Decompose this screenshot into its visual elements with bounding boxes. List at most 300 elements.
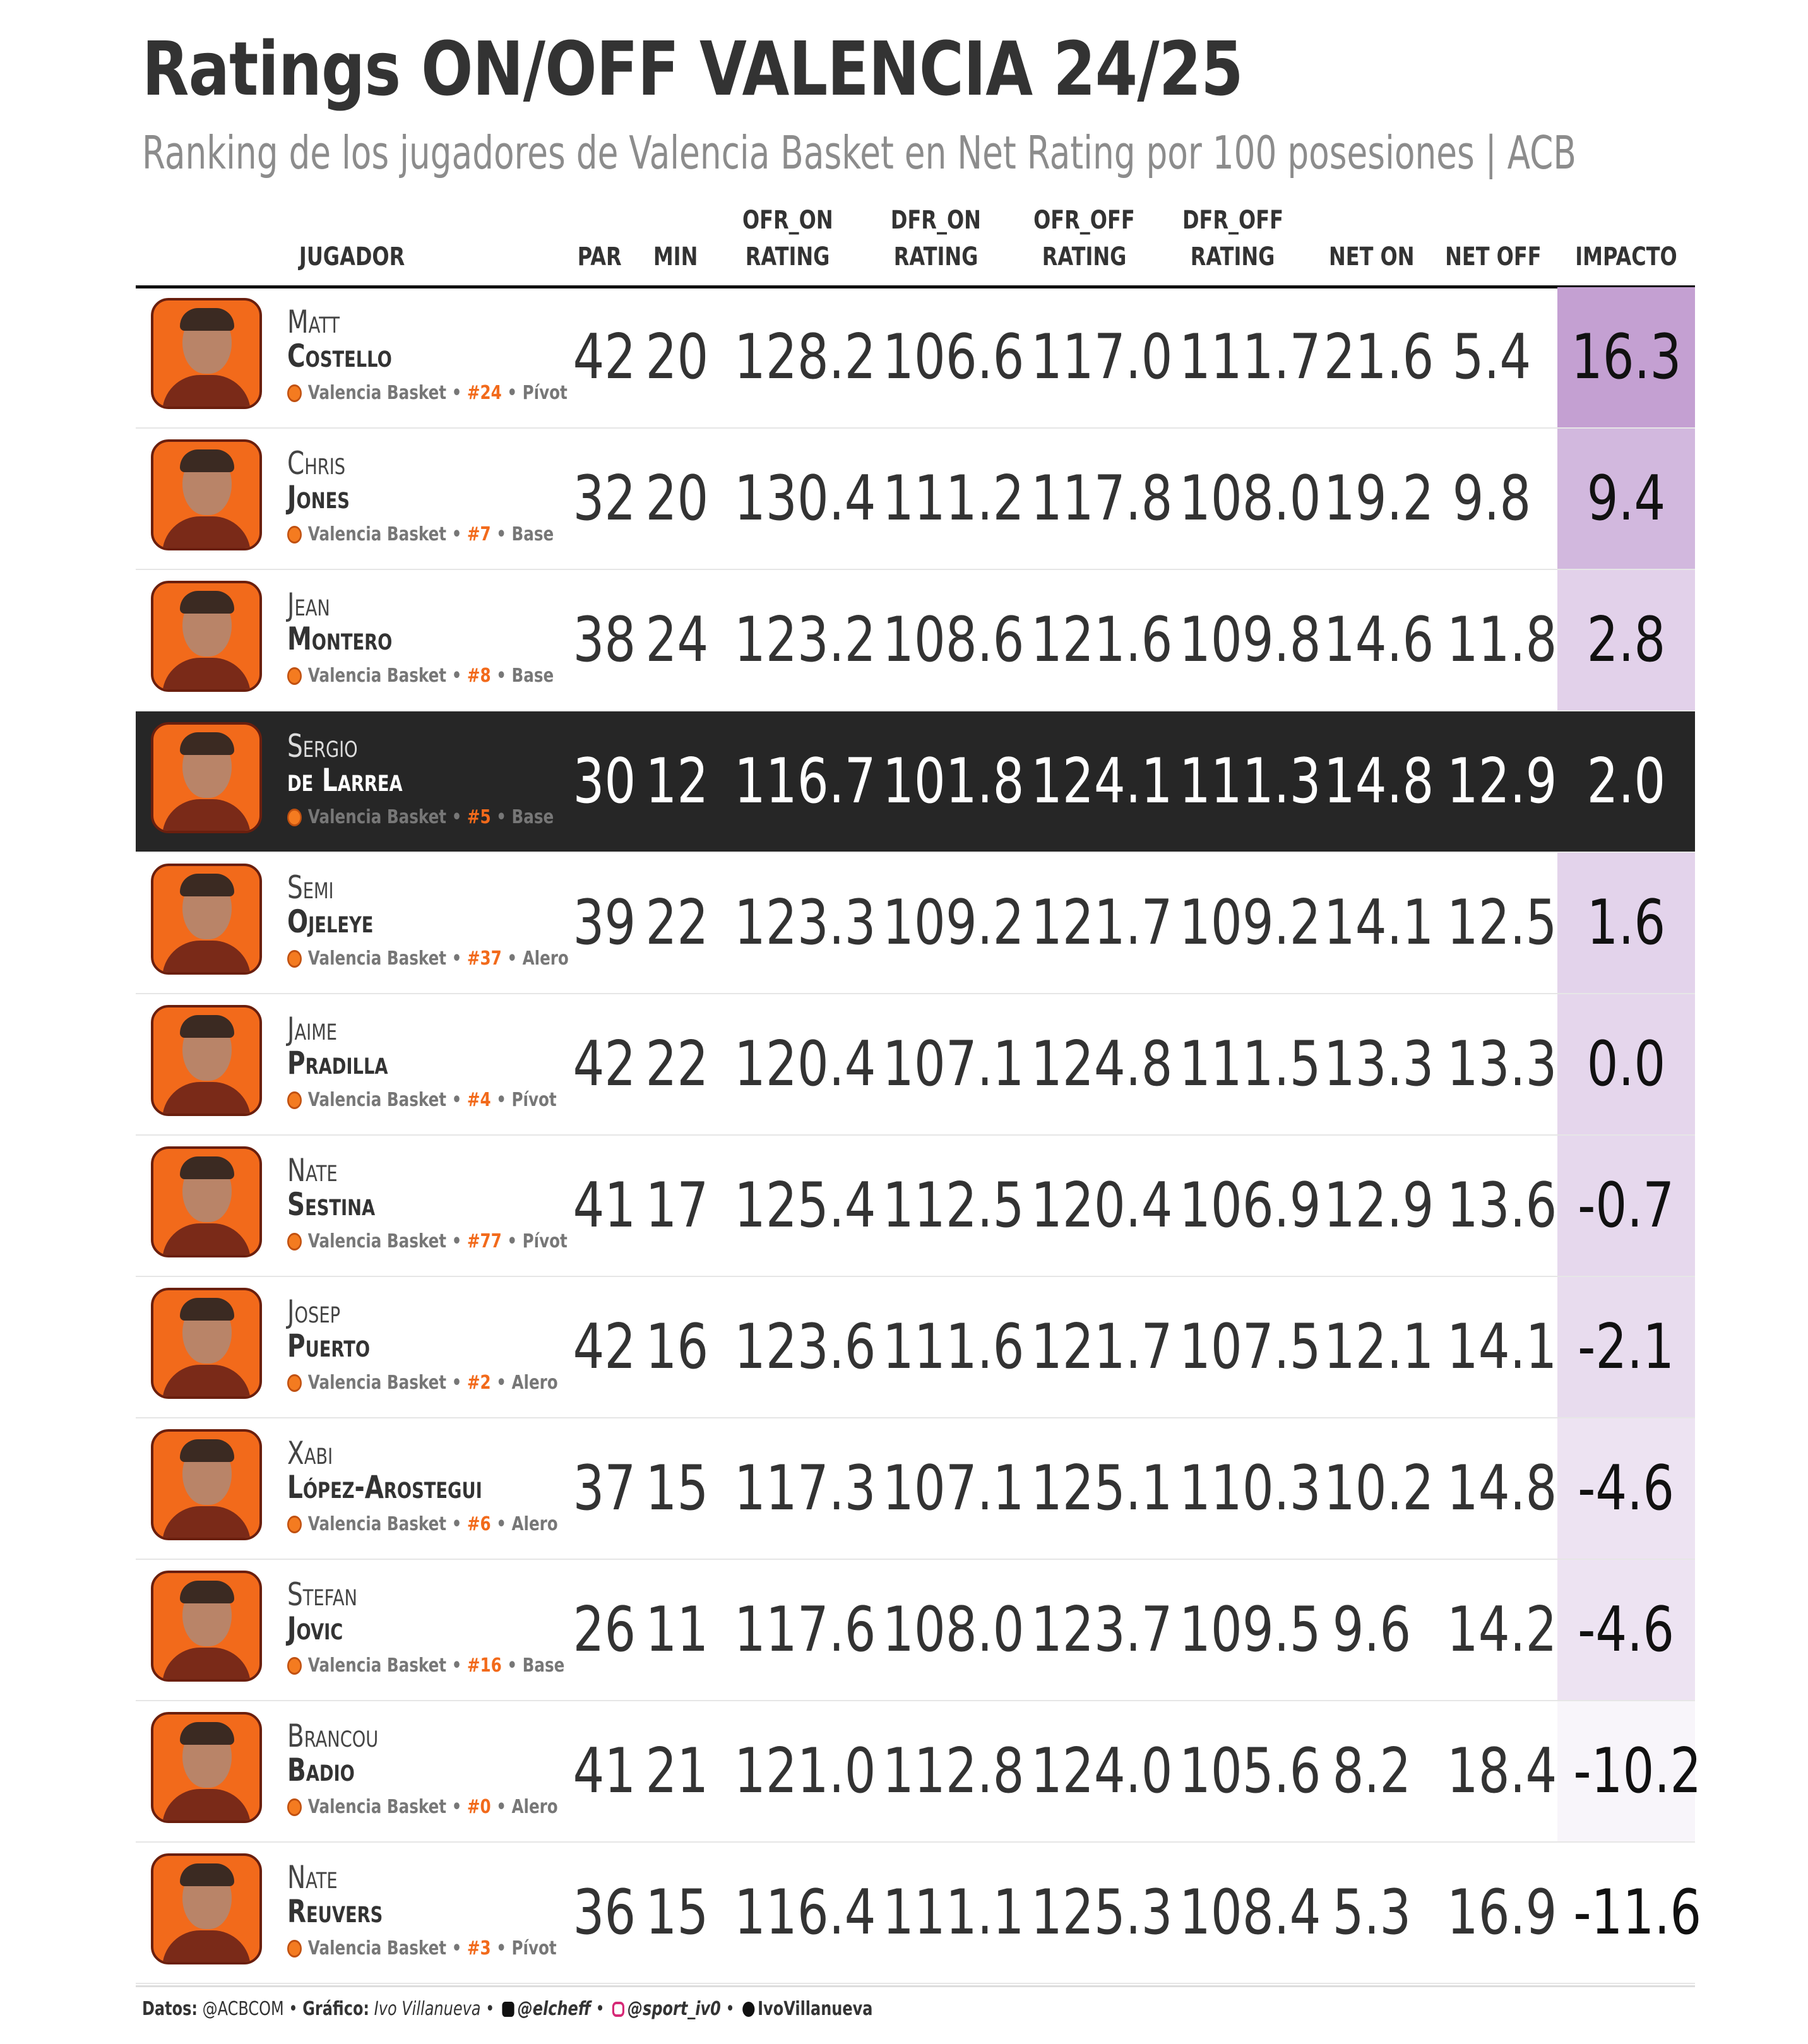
- cell-value: 13.6: [1446, 1170, 1557, 1242]
- cell-dfr-off: [1162, 853, 1321, 993]
- player-meta: [287, 665, 554, 687]
- cell-value: 111.2: [883, 463, 1025, 535]
- player-first-name: Nate: [287, 1152, 338, 1189]
- cell-value: 117.3: [734, 1453, 876, 1524]
- instagram-icon: [612, 2002, 624, 2017]
- cell-dfr-on: [865, 853, 1025, 993]
- cell-value: 121.6: [1031, 604, 1173, 676]
- cell-value: 12.1: [1323, 1311, 1434, 1383]
- cell-min: [638, 1136, 713, 1276]
- cell-min: [638, 711, 713, 852]
- cell-net-off: [1433, 1277, 1557, 1417]
- player-avatar: [151, 1005, 262, 1116]
- impact-value: -0.7: [1578, 1170, 1675, 1242]
- cell-value: 105.6: [1179, 1735, 1321, 1807]
- impact-value: -4.6: [1578, 1453, 1675, 1524]
- cell-value: 42: [573, 321, 636, 393]
- team-name: Valencia Basket: [307, 1937, 447, 1959]
- meta-separator: •: [446, 1513, 467, 1535]
- cell-value: 109.8: [1179, 604, 1321, 676]
- cell-ofr-on: [717, 1843, 876, 1983]
- team-name: Valencia Basket: [307, 1655, 447, 1677]
- cell-dfr-on: [865, 1843, 1025, 1983]
- table-row: [136, 994, 1695, 1136]
- cell-value: 120.4: [734, 1028, 876, 1100]
- player-first-name: Brancou: [287, 1718, 379, 1754]
- jersey-number: #37: [467, 948, 502, 970]
- cell-value: 13.3: [1446, 1028, 1557, 1100]
- table-row: [136, 1418, 1695, 1560]
- impact-value: -11.6: [1573, 1877, 1702, 1949]
- cell-value: 123.6: [734, 1311, 876, 1383]
- cell-value: 16: [645, 1311, 709, 1383]
- table-row: [136, 1277, 1695, 1418]
- cell-min: [638, 1560, 713, 1700]
- player-first-name: Semi: [287, 869, 334, 906]
- cell-min: [638, 1418, 713, 1559]
- cell-ofr-on: [717, 711, 876, 852]
- meta-separator: •: [491, 1937, 512, 1959]
- player-avatar: [151, 439, 262, 550]
- meta-separator: •: [491, 1372, 512, 1394]
- cell-ofr-off: [1013, 1560, 1173, 1700]
- cell-value: 42: [573, 1028, 636, 1100]
- table-header: [136, 199, 1695, 288]
- player-meta: [287, 806, 554, 828]
- table-row: [136, 429, 1695, 570]
- cell-value: 41: [573, 1170, 636, 1242]
- cell-value: 5.3: [1332, 1877, 1411, 1949]
- team-name: Valencia Basket: [307, 806, 447, 828]
- cell-value: 20: [645, 463, 709, 535]
- meta-separator: •: [491, 806, 512, 828]
- cell-value: 11.8: [1446, 604, 1557, 676]
- cell-net-on: [1310, 1560, 1433, 1700]
- player-meta: [287, 1655, 564, 1677]
- basketball-icon: [287, 526, 302, 544]
- cell-value: 110.3: [1179, 1453, 1321, 1524]
- footer-x-handle: @elcheff: [517, 1998, 591, 2020]
- meta-separator: •: [446, 665, 467, 687]
- player-position: Alero: [522, 948, 569, 970]
- cell-dfr-on: [865, 1418, 1025, 1559]
- cell-value: 108.6: [883, 604, 1025, 676]
- cell-value: 111.3: [1179, 746, 1321, 817]
- footer-dot: •: [288, 1998, 298, 2020]
- cell-value: 124.1: [1031, 746, 1173, 817]
- cell-value: 36: [573, 1877, 636, 1949]
- cell-value: 111.5: [1179, 1028, 1321, 1100]
- cell-par: [565, 1418, 634, 1559]
- cell-impact: [1557, 1136, 1695, 1276]
- jersey-number: #7: [467, 523, 491, 545]
- meta-separator: •: [501, 382, 523, 404]
- cell-value: 124.8: [1031, 1028, 1173, 1100]
- cell-value: 123.3: [734, 887, 876, 959]
- footer-dot: •: [725, 1998, 735, 2020]
- cell-value: 21: [645, 1735, 709, 1807]
- team-name: Valencia Basket: [307, 1230, 447, 1252]
- player-last-name: Jones: [287, 479, 350, 516]
- cell-net-off: [1433, 570, 1557, 710]
- meta-separator: •: [501, 948, 523, 970]
- cell-dfr-off: [1162, 711, 1321, 852]
- cell-value: 14.8: [1323, 746, 1434, 817]
- cell-value: 123.7: [1031, 1594, 1173, 1666]
- cell-net-off: [1433, 853, 1557, 993]
- player-first-name: Chris: [287, 445, 346, 482]
- player-position: Pívot: [522, 1230, 568, 1252]
- player-meta: [287, 382, 568, 404]
- player-first-name: Sergio: [287, 728, 358, 764]
- meta-separator: •: [491, 665, 512, 687]
- table-row: [136, 287, 1695, 429]
- cell-dfr-off: [1162, 1136, 1321, 1276]
- cell-value: 116.4: [734, 1877, 876, 1949]
- jersey-number: #16: [467, 1655, 502, 1677]
- cell-par: [565, 287, 634, 427]
- cell-value: 37: [573, 1453, 636, 1524]
- table-row: [136, 1843, 1702, 1984]
- player-last-name: de Larrea: [287, 762, 403, 799]
- cell-value: 16.9: [1446, 1877, 1557, 1949]
- cell-dfr-on: [865, 287, 1025, 427]
- cell-ofr-on: [717, 429, 876, 569]
- cell-value: 9.6: [1332, 1594, 1411, 1666]
- cell-dfr-on: [865, 1701, 1025, 1841]
- cell-value: 30: [573, 746, 636, 817]
- player-avatar: [151, 581, 262, 692]
- team-name: Valencia Basket: [307, 1372, 447, 1394]
- cell-value: 117.0: [1031, 321, 1173, 393]
- meta-separator: •: [446, 1655, 467, 1677]
- jersey-number: #5: [467, 806, 491, 828]
- cell-par: [565, 1277, 634, 1417]
- player-position: Pívot: [511, 1937, 557, 1959]
- cell-dfr-on: [865, 994, 1025, 1134]
- cell-net-on: [1310, 853, 1433, 993]
- meta-separator: •: [446, 806, 467, 828]
- player-last-name: Jovic: [287, 1610, 343, 1647]
- cell-par: [565, 994, 634, 1134]
- cell-value: 109.5: [1179, 1594, 1321, 1666]
- cell-value: 111.6: [883, 1311, 1025, 1383]
- basketball-icon: [287, 1657, 302, 1675]
- cell-impact: [1557, 1843, 1702, 1983]
- player-avatar: [151, 298, 262, 409]
- player-avatar: [151, 864, 262, 975]
- cell-value: 121.0: [734, 1735, 876, 1807]
- cell-value: 20: [645, 321, 709, 393]
- cell-value: 32: [573, 463, 636, 535]
- footer-gh-handle: IvoVillanueva: [758, 1998, 873, 2020]
- cell-ofr-off: [1013, 711, 1173, 852]
- cell-value: 15: [645, 1453, 709, 1524]
- meta-separator: •: [446, 1796, 467, 1818]
- cell-net-on: [1310, 429, 1433, 569]
- cell-par: [565, 1701, 634, 1841]
- header-dfr-on: DFR_ON RATING: [890, 206, 982, 271]
- table-row: [136, 853, 1695, 994]
- player-meta: [287, 1230, 568, 1252]
- cell-value: 42: [573, 1311, 636, 1383]
- basketball-icon: [287, 809, 302, 826]
- player-position: Base: [522, 1655, 565, 1677]
- impact-value: 9.4: [1586, 463, 1666, 535]
- cell-impact: [1557, 853, 1695, 993]
- jersey-number: #8: [467, 665, 491, 687]
- table-row: [136, 1136, 1695, 1277]
- cell-value: 12.9: [1323, 1170, 1434, 1242]
- basketball-icon: [287, 1233, 302, 1251]
- cell-value: 111.7: [1179, 321, 1321, 393]
- basketball-icon: [287, 667, 302, 685]
- player-last-name: Montero: [287, 621, 393, 657]
- meta-separator: •: [446, 1230, 467, 1252]
- player-last-name: López-Arostegui: [287, 1469, 482, 1506]
- cell-net-on: [1310, 570, 1433, 710]
- cell-ofr-on: [717, 1701, 876, 1841]
- header-player: JUGADOR: [299, 242, 405, 271]
- cell-value: 5.4: [1452, 321, 1531, 393]
- meta-separator: •: [446, 948, 467, 970]
- footer-chart-label: Gráfico:: [302, 1998, 370, 2020]
- cell-value: 19.2: [1323, 463, 1434, 535]
- cell-impact: [1557, 570, 1695, 710]
- jersey-number: #2: [467, 1372, 491, 1394]
- player-position: Pívot: [522, 382, 568, 404]
- cell-par: [565, 1136, 634, 1276]
- player-position: Alero: [511, 1796, 558, 1818]
- cell-ofr-off: [1013, 994, 1173, 1134]
- jersey-number: #77: [467, 1230, 502, 1252]
- cell-value: 14.6: [1323, 604, 1434, 676]
- cell-value: 124.0: [1031, 1735, 1173, 1807]
- cell-ofr-off: [1013, 570, 1173, 710]
- impact-value: 2.8: [1586, 604, 1666, 676]
- cell-par: [565, 1560, 634, 1700]
- cell-value: 14.2: [1446, 1594, 1557, 1666]
- cell-ofr-on: [717, 570, 876, 710]
- cell-value: 17: [645, 1170, 709, 1242]
- page-title: Ratings ON/OFF VALENCIA 24/25: [142, 25, 1243, 112]
- player-last-name: Pradilla: [287, 1045, 388, 1081]
- impact-value: -10.2: [1573, 1735, 1702, 1807]
- player-avatar: [151, 722, 262, 833]
- cell-par: [565, 429, 634, 569]
- cell-net-off: [1433, 1843, 1557, 1983]
- cell-value: 108.0: [883, 1594, 1025, 1666]
- cell-min: [638, 1843, 713, 1983]
- meta-separator: •: [446, 1089, 467, 1111]
- player-meta: [287, 1089, 557, 1111]
- cell-net-on: [1310, 1136, 1433, 1276]
- cell-value: 107.5: [1179, 1311, 1321, 1383]
- cell-dfr-on: [865, 711, 1025, 852]
- player-last-name: Badio: [287, 1752, 355, 1788]
- meta-separator: •: [491, 523, 512, 545]
- meta-separator: •: [446, 523, 467, 545]
- team-name: Valencia Basket: [307, 1513, 447, 1535]
- jersey-number: #24: [467, 382, 502, 404]
- cell-ofr-on: [717, 1136, 876, 1276]
- team-name: Valencia Basket: [307, 948, 447, 970]
- team-name: Valencia Basket: [307, 382, 447, 404]
- cell-dfr-off: [1162, 1843, 1321, 1983]
- cell-dfr-on: [865, 429, 1025, 569]
- cell-value: 8.2: [1332, 1735, 1411, 1807]
- basketball-icon: [287, 950, 302, 968]
- cell-value: 12.5: [1446, 887, 1557, 959]
- player-last-name: Reuvers: [287, 1893, 383, 1930]
- cell-value: 14.8: [1446, 1453, 1557, 1524]
- basketball-icon: [287, 1940, 302, 1958]
- cell-net-off: [1433, 1418, 1557, 1559]
- cell-net-off: [1433, 1560, 1557, 1700]
- cell-value: 22: [645, 887, 709, 959]
- cell-impact: [1557, 994, 1695, 1134]
- cell-dfr-off: [1162, 994, 1321, 1134]
- cell-value: 107.1: [883, 1028, 1025, 1100]
- cell-net-on: [1310, 287, 1433, 427]
- cell-net-on: [1310, 1843, 1433, 1983]
- player-position: Base: [511, 665, 554, 687]
- cell-net-off: [1433, 1136, 1557, 1276]
- impact-value: 16.3: [1571, 321, 1682, 393]
- cell-value: 128.2: [734, 321, 876, 393]
- cell-value: 39: [573, 887, 636, 959]
- player-last-name: Puerto: [287, 1328, 371, 1364]
- player-avatar: [151, 1571, 262, 1682]
- cell-value: 9.8: [1452, 463, 1531, 535]
- cell-value: 120.4: [1031, 1170, 1173, 1242]
- table-row: [136, 711, 1695, 853]
- player-avatar: [151, 1146, 262, 1257]
- player-meta: [287, 1937, 557, 1959]
- cell-net-off: [1433, 1701, 1557, 1841]
- player-meta: [287, 523, 554, 545]
- player-meta: [287, 1513, 558, 1535]
- cell-dfr-on: [865, 570, 1025, 710]
- cell-impact: [1557, 1277, 1695, 1417]
- header-impact: IMPACTO: [1575, 242, 1677, 271]
- header-dfr-off: DFR_OFF RATING: [1182, 206, 1283, 271]
- cell-value: 41: [573, 1735, 636, 1807]
- cell-ofr-off: [1013, 429, 1173, 569]
- player-last-name: Ojeleye: [287, 903, 374, 940]
- cell-value: 107.1: [883, 1453, 1025, 1524]
- table-row: [136, 570, 1695, 711]
- cell-dfr-off: [1162, 287, 1321, 427]
- cell-value: 121.7: [1031, 887, 1173, 959]
- player-avatar: [151, 1853, 262, 1964]
- player-meta: [287, 1796, 558, 1818]
- cell-dfr-off: [1162, 429, 1321, 569]
- cell-value: 38: [573, 604, 636, 676]
- meta-separator: •: [501, 1655, 523, 1677]
- cell-value: 14.1: [1323, 887, 1434, 959]
- player-last-name: Costello: [287, 338, 392, 374]
- impact-value: -4.6: [1578, 1594, 1675, 1666]
- cell-ofr-off: [1013, 1277, 1173, 1417]
- player-meta: [287, 1372, 558, 1394]
- cell-dfr-off: [1162, 1418, 1321, 1559]
- cell-ofr-on: [717, 1418, 876, 1559]
- cell-dfr-on: [865, 1277, 1025, 1417]
- player-position: Base: [511, 523, 554, 545]
- github-icon: [742, 2002, 754, 2017]
- team-name: Valencia Basket: [307, 1796, 447, 1818]
- cell-net-on: [1310, 1701, 1433, 1841]
- cell-ofr-on: [717, 994, 876, 1134]
- header-ofr-off: OFR_OFF RATING: [1033, 206, 1135, 271]
- cell-min: [638, 1277, 713, 1417]
- impact-value: -2.1: [1578, 1311, 1675, 1383]
- jersey-number: #6: [467, 1513, 491, 1535]
- cell-impact: [1557, 429, 1695, 569]
- cell-min: [638, 570, 713, 710]
- cell-ofr-on: [717, 287, 876, 427]
- cell-value: 121.7: [1031, 1311, 1173, 1383]
- meta-separator: •: [491, 1796, 512, 1818]
- table-row: [136, 1560, 1695, 1701]
- player-first-name: Jaime: [287, 1011, 338, 1047]
- cell-value: 18.4: [1446, 1735, 1557, 1807]
- cell-min: [638, 287, 713, 427]
- cell-net-off: [1433, 711, 1557, 852]
- cell-dfr-off: [1162, 570, 1321, 710]
- cell-ofr-off: [1013, 853, 1173, 993]
- cell-par: [565, 1843, 634, 1983]
- cell-value: 112.8: [883, 1735, 1025, 1807]
- player-first-name: Stefan: [287, 1576, 357, 1613]
- header-min: MIN: [653, 242, 698, 271]
- cell-value: 15: [645, 1877, 709, 1949]
- cell-value: 116.7: [734, 746, 876, 817]
- cell-value: 125.4: [734, 1170, 876, 1242]
- cell-value: 117.6: [734, 1594, 876, 1666]
- team-name: Valencia Basket: [307, 523, 447, 545]
- footer-ig-handle: @sport_iv0: [627, 1998, 721, 2020]
- player-position: Base: [511, 806, 554, 828]
- footer-dot: •: [485, 1998, 495, 2020]
- cell-value: 13.3: [1323, 1028, 1434, 1100]
- cell-value: 12.9: [1446, 746, 1557, 817]
- cell-dfr-off: [1162, 1277, 1321, 1417]
- cell-value: 22: [645, 1028, 709, 1100]
- jersey-number: #3: [467, 1937, 491, 1959]
- meta-separator: •: [446, 1937, 467, 1959]
- cell-impact: [1557, 1701, 1702, 1841]
- cell-net-off: [1433, 429, 1550, 569]
- cell-net-off: [1433, 287, 1550, 427]
- cell-ofr-on: [717, 853, 876, 993]
- cell-value: 11: [645, 1594, 709, 1666]
- cell-dfr-off: [1162, 1560, 1321, 1700]
- cell-value: 125.3: [1031, 1877, 1173, 1949]
- player-avatar: [151, 1712, 262, 1823]
- cell-value: 108.0: [1179, 463, 1321, 535]
- header-net-off: NET OFF: [1445, 242, 1542, 271]
- meta-separator: •: [446, 382, 467, 404]
- team-name: Valencia Basket: [307, 1089, 447, 1111]
- cell-net-on: [1310, 711, 1433, 852]
- basketball-icon: [287, 1374, 302, 1392]
- header-net-on: NET ON: [1328, 242, 1415, 271]
- player-first-name: Josep: [287, 1293, 341, 1330]
- cell-min: [638, 853, 713, 993]
- meta-separator: •: [446, 1372, 467, 1394]
